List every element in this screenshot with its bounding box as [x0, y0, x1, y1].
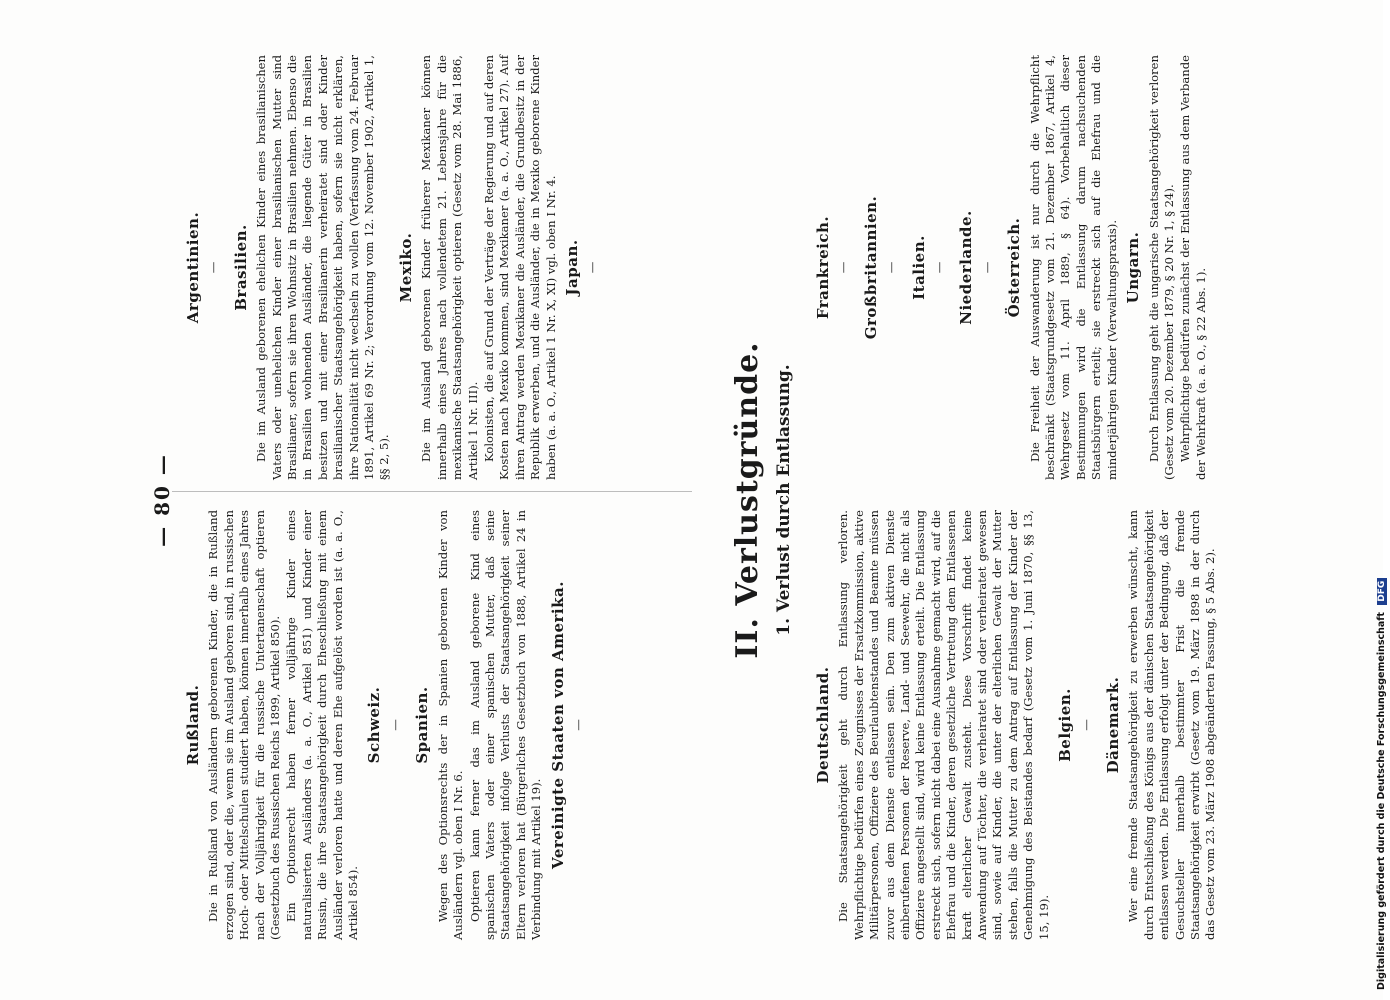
- country-section: [186, 55, 222, 480]
- empty-dash: —: [387, 719, 402, 731]
- paragraph: Optieren kann ferner das im Ausland geborene Kind eines spanischen Vaters oder einer spanischen Mutter, daß seine Staatsangehörigkeit infolge Verlusts der Staatsangehörigkeit seiner Eltern verloren hat (Bürgerliches Gesetzbuch von 1888, Artikel 24 in Verbindung mit Artikel 19).: [467, 510, 544, 940]
- paragraph: Ein Optionsrecht haben ferner volljährige Kinder eines naturalisierten Ausländers (a. a. O., Artikel 851) und Kinder einer Russin, die ihre Staatsangehörigkeit durch Eheschließung mit einem Ausländer verloren hatte und deren Ehe aufgelöst worden ist (a. a. O., Artikel 854).: [284, 510, 361, 940]
- country-heading: Deutschland.: [814, 666, 832, 784]
- country-section: [367, 510, 403, 940]
- dfg-badge: DFG: [1377, 578, 1387, 605]
- country-heading: Argentinien.: [184, 211, 202, 324]
- paragraph: Die Staatsangehörigkeit geht durch Entlassung verloren. Wehrpflichtige bedürfen eines Zeugnisses der Ersatzkommission, aktive Militärpersonen, Offiziere des Beurlaubtenstandes und Beamte müssen zuvor aus dem Dienste entlassen sein. Den zum aktiven Dienste einberufenen Personen der Reserve, Land- und Seewehr, die nicht als Offiziere angestellt sind, wird keine Entlassung erteilt. Die Entlassung erstreckt sich, sofern nicht dabei eine Ausnahme gemacht wird, auf die Ehefrau und die Kinder, deren gesetzliche Vertretung dem Entlassenen kraft elterlicher Gewalt zusteht. Diese Vorschrift findet keine Anwendung auf Töchter, die verheiratet sind oder verheiratet gewesen sind, sowie auf Kinder, die unter der elterlichen Gewalt der Mutter stehen, falls die Mutter zu dem Antrag auf Entlassung der Kinder der Genehmigung des Beistandes bedarf (Gesetz vom 1. Juni 1870, §§ 13, 15, 19).: [836, 510, 1051, 940]
- empty-dash: —: [979, 261, 994, 274]
- right-column: [180, 55, 613, 480]
- country-heading: Rußland.: [184, 684, 202, 766]
- country-section: [1058, 510, 1094, 940]
- country-section: [396, 55, 559, 480]
- country-heading: Ungarn.: [1124, 231, 1143, 304]
- country-heading: Brasilien.: [231, 224, 250, 311]
- lower-left-column: [810, 510, 1220, 940]
- empty-dash: —: [585, 261, 600, 274]
- paragraph: Wehrpflichtige bedürfen zunächst der Entlassung aus dem Verbande der Wehrkraft (a. a. O., § 22 Abs. 1).: [1178, 55, 1208, 480]
- column-divider: [172, 491, 692, 492]
- country-heading: Mexiko.: [396, 232, 415, 303]
- country-section: [1007, 55, 1120, 480]
- country-heading: Österreich.: [1005, 217, 1024, 318]
- country-heading: Japan.: [562, 239, 581, 296]
- country-heading: Niederlande.: [957, 210, 976, 325]
- empty-dash: —: [570, 719, 585, 731]
- paragraph: Durch Entlassung geht die ungarische Staatsangehörigkeit verloren (Gesetz vom 20. Dezember 1879, § 20 Nr. 1, § 24).: [1146, 55, 1176, 480]
- left-column: [180, 510, 598, 940]
- empty-dash: —: [836, 261, 851, 274]
- country-section: [816, 55, 852, 480]
- lower-right-column: [810, 55, 1210, 480]
- country-heading: Dänemark.: [1103, 676, 1122, 774]
- paragraph: Wer eine fremde Staatsangehörigkeit zu erwerben wünscht, kann durch Entschließung des Königs aus der dänischen Staatsangehörigkeit entlassen werden. Die Entlassung erfolgt unter der Bedingung, daß der Gesuchsteller innerhalb bestimmter Frist die fremde Staatsangehörigkeit erwirbt (Gesetz vom 19. März 1898 in der durch das Gesetz vom 23. März 1908 abgeänderten Fassung, § 5 Abs. 2).: [1126, 510, 1218, 940]
- country-section: [1103, 510, 1219, 940]
- paragraph: Wegen des Optionsrechts der in Spanien geborenen Kinder von Ausländern vgl. oben I Nr. 6.: [435, 510, 466, 940]
- country-section: [909, 55, 948, 480]
- country-heading: Spanien.: [413, 686, 432, 764]
- country-section: [415, 510, 544, 940]
- paragraph: Die im Ausland geborenen Kinder früherer Mexikaner können innerhalb eines Jahres nach vollendetem 21. Lebensjahre für die mexikanische Staatsangehörigkeit optieren (Gesetz vom 28. Mai 1886, Artikel 1 Nr. III).: [419, 55, 480, 480]
- paragraph: Die im Ausland geborenen ehelichen Kinder eines brasilianischen Vaters oder unehelichen Kinder einer brasilianischen Mutter sind Brasilianer, sofern sie ihren Wohnsitz in Brasilien nehmen. Ebenso die in Brasilien wohnenden Ausländer, die liegende Güter in Brasilien besitzen und mit einer Brasilianerin verheiratet sind oder Kinder brasilianischer Staatsangehörigkeit haben, sofern sie nicht erklären, ihre Nationalität nicht wechseln zu wollen (Verfassung vom 24. Februar 1891, Artikel 69 Nr. 2; Verordnung vom 12. November 1902, Artikel 1, §§ 2, 5).: [254, 55, 392, 480]
- country-heading: Großbritannien.: [861, 195, 880, 340]
- paragraph: Die Freiheit der Auswanderung ist nur durch die Wehrpflicht beschränkt (Staatsgrundgesetz vom 21. Dezember 1867, Artikel 4, Wehrgesetz vom 11. April 1889, § 64). Vorbehaltlich dieser Bestimmungen wird die Entlassung darum nachsuchenden Staatsbürgern erteilt; sie erstreckt sich auf die Ehefrau und die minderjährigen Kinder (Verwaltungspraxis).: [1027, 55, 1119, 480]
- country-section: [861, 55, 900, 480]
- page: [150, 40, 1360, 960]
- country-heading: Schweiz.: [365, 686, 384, 764]
- section-subtitle: 1. Verlust durch Entlassung.: [774, 364, 794, 636]
- rotated-page-content: [150, 40, 1360, 960]
- country-heading: Italien.: [909, 235, 928, 300]
- country-heading: Frankreich.: [814, 215, 832, 320]
- paragraph: Kolonisten, die auf Grund der Verträge der Regierung und auf deren Kosten nach Mexiko kommen, sind Mexikaner (a. a. O., Artikel 27). Auf ihren Antrag werden Mexikaner die Ausländer, die Grundbesitz in der Republik erwerben, und die Ausländer, die in Mexiko geborene Kinder haben (a. a. O., Artikel 1 Nr. X, XI) vgl. oben I Nr. 4.: [481, 55, 558, 480]
- digitization-footer: [1376, 50, 1390, 990]
- country-section: [548, 510, 587, 940]
- country-section: [959, 55, 995, 480]
- country-section: [186, 510, 361, 940]
- empty-dash: —: [932, 261, 947, 274]
- section-title: II. Verlustgründe.: [730, 341, 765, 659]
- country-section: [1126, 55, 1209, 480]
- country-heading: Vereinigte Staaten von Amerika.: [548, 581, 567, 869]
- empty-dash: —: [206, 261, 221, 274]
- page-number: — 80 —: [150, 453, 174, 547]
- country-heading: Belgien.: [1056, 688, 1075, 762]
- empty-dash: —: [884, 261, 899, 274]
- country-section: [816, 510, 1052, 940]
- country-section: [562, 55, 601, 480]
- country-section: [231, 55, 393, 480]
- empty-dash: —: [1078, 719, 1093, 731]
- footer-text: Digitalisierung gefördert durch die Deutsche Forschungsgemeinschaft: [1376, 612, 1387, 990]
- paragraph: Die in Rußland von Ausländern geborenen Kinder, die in Rußland erzogen sind, oder die, wenn sie im Ausland geboren sind, in russischen Hoch- oder Mittelschulen studiert haben, können innerhalb eines Jahres nach der Volljährigkeit für die russische Untertanenschaft optieren (Gesetzbuch des Russischen Reichs 1899, Artikel 850).: [206, 510, 283, 940]
